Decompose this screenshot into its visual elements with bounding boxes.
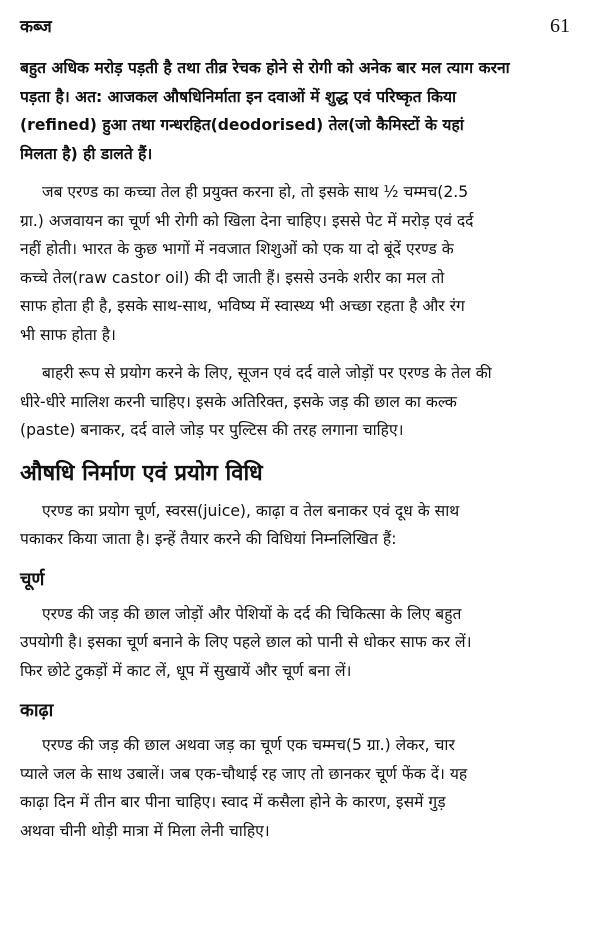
subheading-kadha: काढ़ा <box>20 700 54 721</box>
text-line: नहीं होती। भारत के कुछ भागों में नवजात शिशुओं को एक या दो बूंदें एरण्ड के <box>20 240 454 258</box>
text-line: (paste) बनाकर, दर्द वाले जोड़ पर पुल्टिस की तरह लगाना चाहिए। <box>20 421 404 439</box>
subheading-churna: चूर्ण <box>20 568 45 590</box>
text-line: बहुत अधिक मरोड़ पड़ती है तथा तीव्र रेचक होने से रोगी को अनेक बार मल त्याग करना <box>20 59 510 77</box>
text-line: उपयोगी है। इसका चूर्ण बनाने के लिए पहले छाल को पानी से धोकर साफ कर लें। <box>20 633 472 651</box>
text-line: पड़ता है। अत: आजकल औषधिनिर्माता इन दवाओं में शुद्ध एवं परिष्कृत किया <box>20 87 457 106</box>
page-header <box>20 14 582 54</box>
text-line: अथवा चीनी थोड़ी मात्रा में मिला लेनी चाहिए। <box>20 821 270 840</box>
text-line: फिर छोटे टुकड़ों में काट लें, धूप में सुखायें और चूर्ण बना लें। <box>20 661 352 680</box>
paragraph-churna <box>20 600 582 686</box>
text-line: कच्चे तेल(raw castor oil) की दी जाती हैं। इससे उनके शरीर का मल तो <box>20 268 445 287</box>
paragraph-preparation-methods <box>20 497 582 554</box>
text-line: काढ़ा दिन में तीन बार पीना चाहिए। स्वाद में कसैला होने के कारण, इसमें गुड़ <box>20 793 446 811</box>
paragraph-intro <box>20 54 582 168</box>
paragraph-external-use <box>20 359 582 445</box>
page-number: 61 <box>550 15 570 37</box>
text-line: जब एरण्ड का कच्चा तेल ही प्रयुक्त करना हो, तो इसके साथ ½ चम्मच(2.5 <box>42 183 469 201</box>
section-heading: औषधि निर्माण एवं प्रयोग विधि <box>20 460 263 486</box>
paragraph-raw-oil <box>20 178 582 349</box>
text-line: भी साफ होता है। <box>20 325 116 344</box>
text-line: प्याले जल के साथ उबालें। जब एक-चौथाई रह जाए तो छानकर चूर्ण फेंक दें। यह <box>20 764 468 783</box>
text-line: एरण्ड का प्रयोग चूर्ण, स्वरस(juice), काढ़ा व तेल बनाकर एवं दूध के साथ <box>42 501 460 520</box>
text-line: ग्रा.) अजवायन का चूर्ण भी रोगी को खिला देना चाहिए। इससे पेट में मरोड़ एवं दर्द <box>20 211 474 230</box>
text-line: एरण्ड की जड़ की छाल जोड़ों और पेशियों के दर्द की चिकित्सा के लिए बहुत <box>42 604 462 623</box>
text-line: बाहरी रूप से प्रयोग करने के लिए, सूजन एवं दर्द वाले जोड़ों पर एरण्ड के तेल की <box>42 364 492 382</box>
text-line: एरण्ड की जड़ की छाल अथवा जड़ का चूर्ण एक चम्मच(5 ग्रा.) लेकर, चार <box>42 736 455 754</box>
paragraph-kadha <box>20 731 582 845</box>
text-line: धीरे-धीरे मालिश करनी चाहिए। इसके अतिरिक्त, इसके जड़ की छाल का कल्क <box>20 392 457 411</box>
text-line: (refined) हुआ तथा गन्धरहित(deodorised) तेल(जो कैमिस्टों के यहां <box>20 116 464 134</box>
text-line: पकाकर किया जाता है। इन्हें तैयार करने की विधियां निम्नलिखित हैं: <box>20 530 397 548</box>
running-head: कब्ज <box>20 17 52 37</box>
text-line: मिलता है) ही डालते हैं। <box>20 144 153 163</box>
text-line: साफ होता ही है, इसके साथ-साथ, भविष्य में स्वास्थ्य भी अच्छा रहता है और रंग <box>20 297 465 315</box>
